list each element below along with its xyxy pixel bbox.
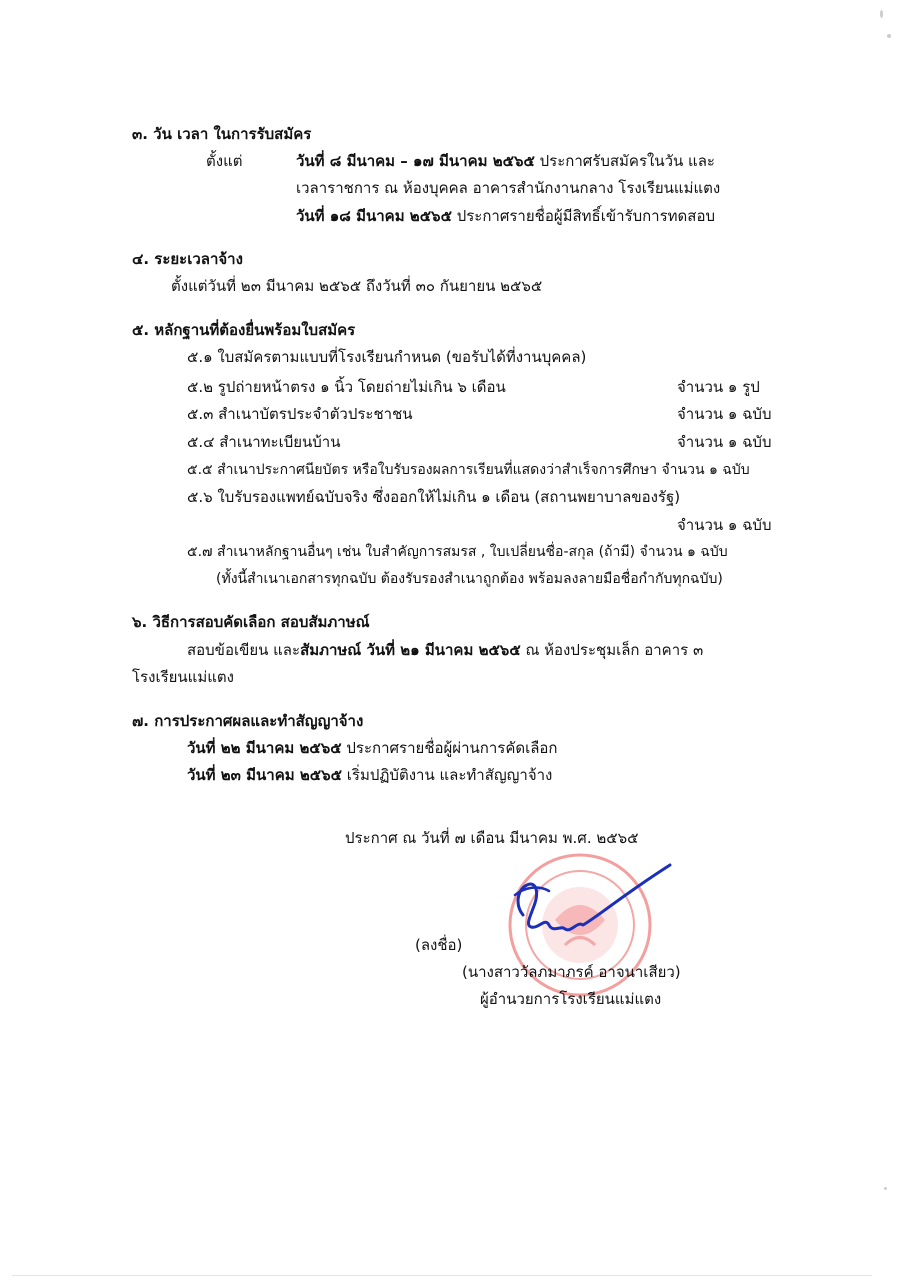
- section-5-item-1: ๕.๑ ใบสมัครตามแบบที่โรงเรียนกำหนด (ขอรับได้ที่งานบุคคล): [187, 348, 587, 366]
- signature-icon: [505, 855, 675, 945]
- section-5-item-2-qty: จำนวน ๑ รูป: [677, 378, 760, 396]
- signatory-position: ผู้อำนวยการโรงเรียนแม่แตง: [480, 990, 662, 1008]
- section-3-line-1: [296, 151, 715, 171]
- signed-label: (ลงชื่อ): [415, 936, 463, 954]
- section-5-heading: ๕. หลักฐานที่ต้องยื่นพร้อมใบสมัคร: [132, 321, 356, 339]
- section-5-item-2: ๕.๒ รูปถ่ายหน้าตรง ๑ นิ้ว โดยถ่ายไม่เกิน ๖ เดือน: [187, 378, 506, 396]
- section-5-item-5: ๕.๕ สำเนาประกาศนียบัตร หรือใบรับรองผลการเรียนที่แสดงว่าสำเร็จการศึกษา จำนวน ๑ ฉบับ: [187, 462, 750, 478]
- section-7-line-1-date: วันที่ ๒๒ มีนาคม ๒๕๖๕: [187, 739, 342, 757]
- section-5-item-6-qty: จำนวน ๑ ฉบับ: [677, 516, 772, 534]
- section-6-line-2: โรงเรียนแม่แตง: [132, 668, 234, 686]
- announce-date: ประกาศ ณ วันที่ ๗ เดือน มีนาคม พ.ศ. ๒๕๖๕: [345, 829, 639, 847]
- section-4-line: ตั้งแต่วันที่ ๒๓ มีนาคม ๒๕๖๕ ถึงวันที่ ๓๐ กันยายน ๒๕๖๕: [171, 277, 543, 295]
- section-3-since-label: ตั้งแต่: [206, 152, 243, 170]
- section-3-line-3-text: ประกาศรายชื่อผู้มีสิทธิ์เข้ารับการทดสอบ: [456, 207, 715, 225]
- scan-speck: [884, 1187, 887, 1190]
- section-7-line-2: [187, 765, 552, 785]
- section-7-line-2-text: เริ่มปฏิบัติงาน และทำสัญญาจ้าง: [346, 766, 553, 784]
- section-5-note: (ทั้งนี้สำเนาเอกสารทุกฉบับ ต้องรับรองสำเนาถูกต้อง พร้อมลงลายมือชื่อกำกับทุกฉบับ): [216, 571, 723, 587]
- section-7-line-1-text: ประกาศรายชื่อผู้ผ่านการคัดเลือก: [346, 739, 558, 757]
- section-3-line-3-date: วันที่ ๑๘ มีนาคม ๒๕๖๕: [296, 207, 452, 225]
- section-6-line-1-prefix: สอบข้อเขียน และ: [187, 641, 301, 659]
- section-3-line-1-text: ประกาศรับสมัครในวัน และ: [539, 152, 715, 170]
- section-4-heading: ๔. ระยะเวลาจ้าง: [132, 250, 243, 268]
- section-3-heading: ๓. วัน เวลา ในการรับสมัคร: [132, 125, 312, 143]
- section-6-line-1-date: สัมภาษณ์ วันที่ ๒๑ มีนาคม ๒๕๖๕: [300, 641, 521, 659]
- section-3-line-2: เวลาราชการ ณ ห้องบุคคล อาคารสำนักงานกลาง โรงเรียนแม่แตง: [296, 179, 721, 197]
- section-5-item-6: ๕.๖ ใบรับรองแพทย์ฉบับจริง ซึ่งออกให้ไม่เกิน ๑ เดือน (สถานพยาบาลของรัฐ): [187, 488, 681, 506]
- section-5-item-3: ๕.๓ สำเนาบัตรประจำตัวประชาชน: [187, 405, 413, 423]
- section-7-heading: ๗. การประกาศผลและทำสัญญาจ้าง: [132, 712, 364, 730]
- scan-edge: [12, 1275, 872, 1276]
- signatory-name: (นางสาววัลภมาภรค์ อาจนาเสียว): [462, 963, 681, 981]
- section-5-item-4: ๕.๔ สำเนาทะเบียนบ้าน: [187, 433, 341, 451]
- scan-speck: [887, 34, 891, 38]
- section-6-line-1-text: ณ ห้องประชุมเล็ก อาคาร ๓: [525, 641, 704, 659]
- section-7-line-1: [187, 738, 558, 758]
- section-3-line-1-date: วันที่ ๘ มีนาคม – ๑๗ มีนาคม ๒๕๖๕: [296, 152, 535, 170]
- section-5-item-4-qty: จำนวน ๑ ฉบับ: [677, 433, 772, 451]
- section-6-line-1: [187, 640, 703, 660]
- section-6-heading: ๖. วิธีการสอบคัดเลือก สอบสัมภาษณ์: [132, 613, 370, 631]
- section-5-item-3-qty: จำนวน ๑ ฉบับ: [677, 405, 772, 423]
- section-7-line-2-date: วันที่ ๒๓ มีนาคม ๒๕๖๕: [187, 766, 342, 784]
- section-5-item-7: ๕.๗ สำเนาหลักฐานอื่นๆ เช่น ใบสำคัญการสมรส , ใบเปลี่ยนชื่อ-สกุล (ถ้ามี) จำนวน ๑ ฉบับ: [187, 544, 728, 560]
- scan-speck: [880, 10, 883, 18]
- section-3-line-3: [296, 206, 715, 226]
